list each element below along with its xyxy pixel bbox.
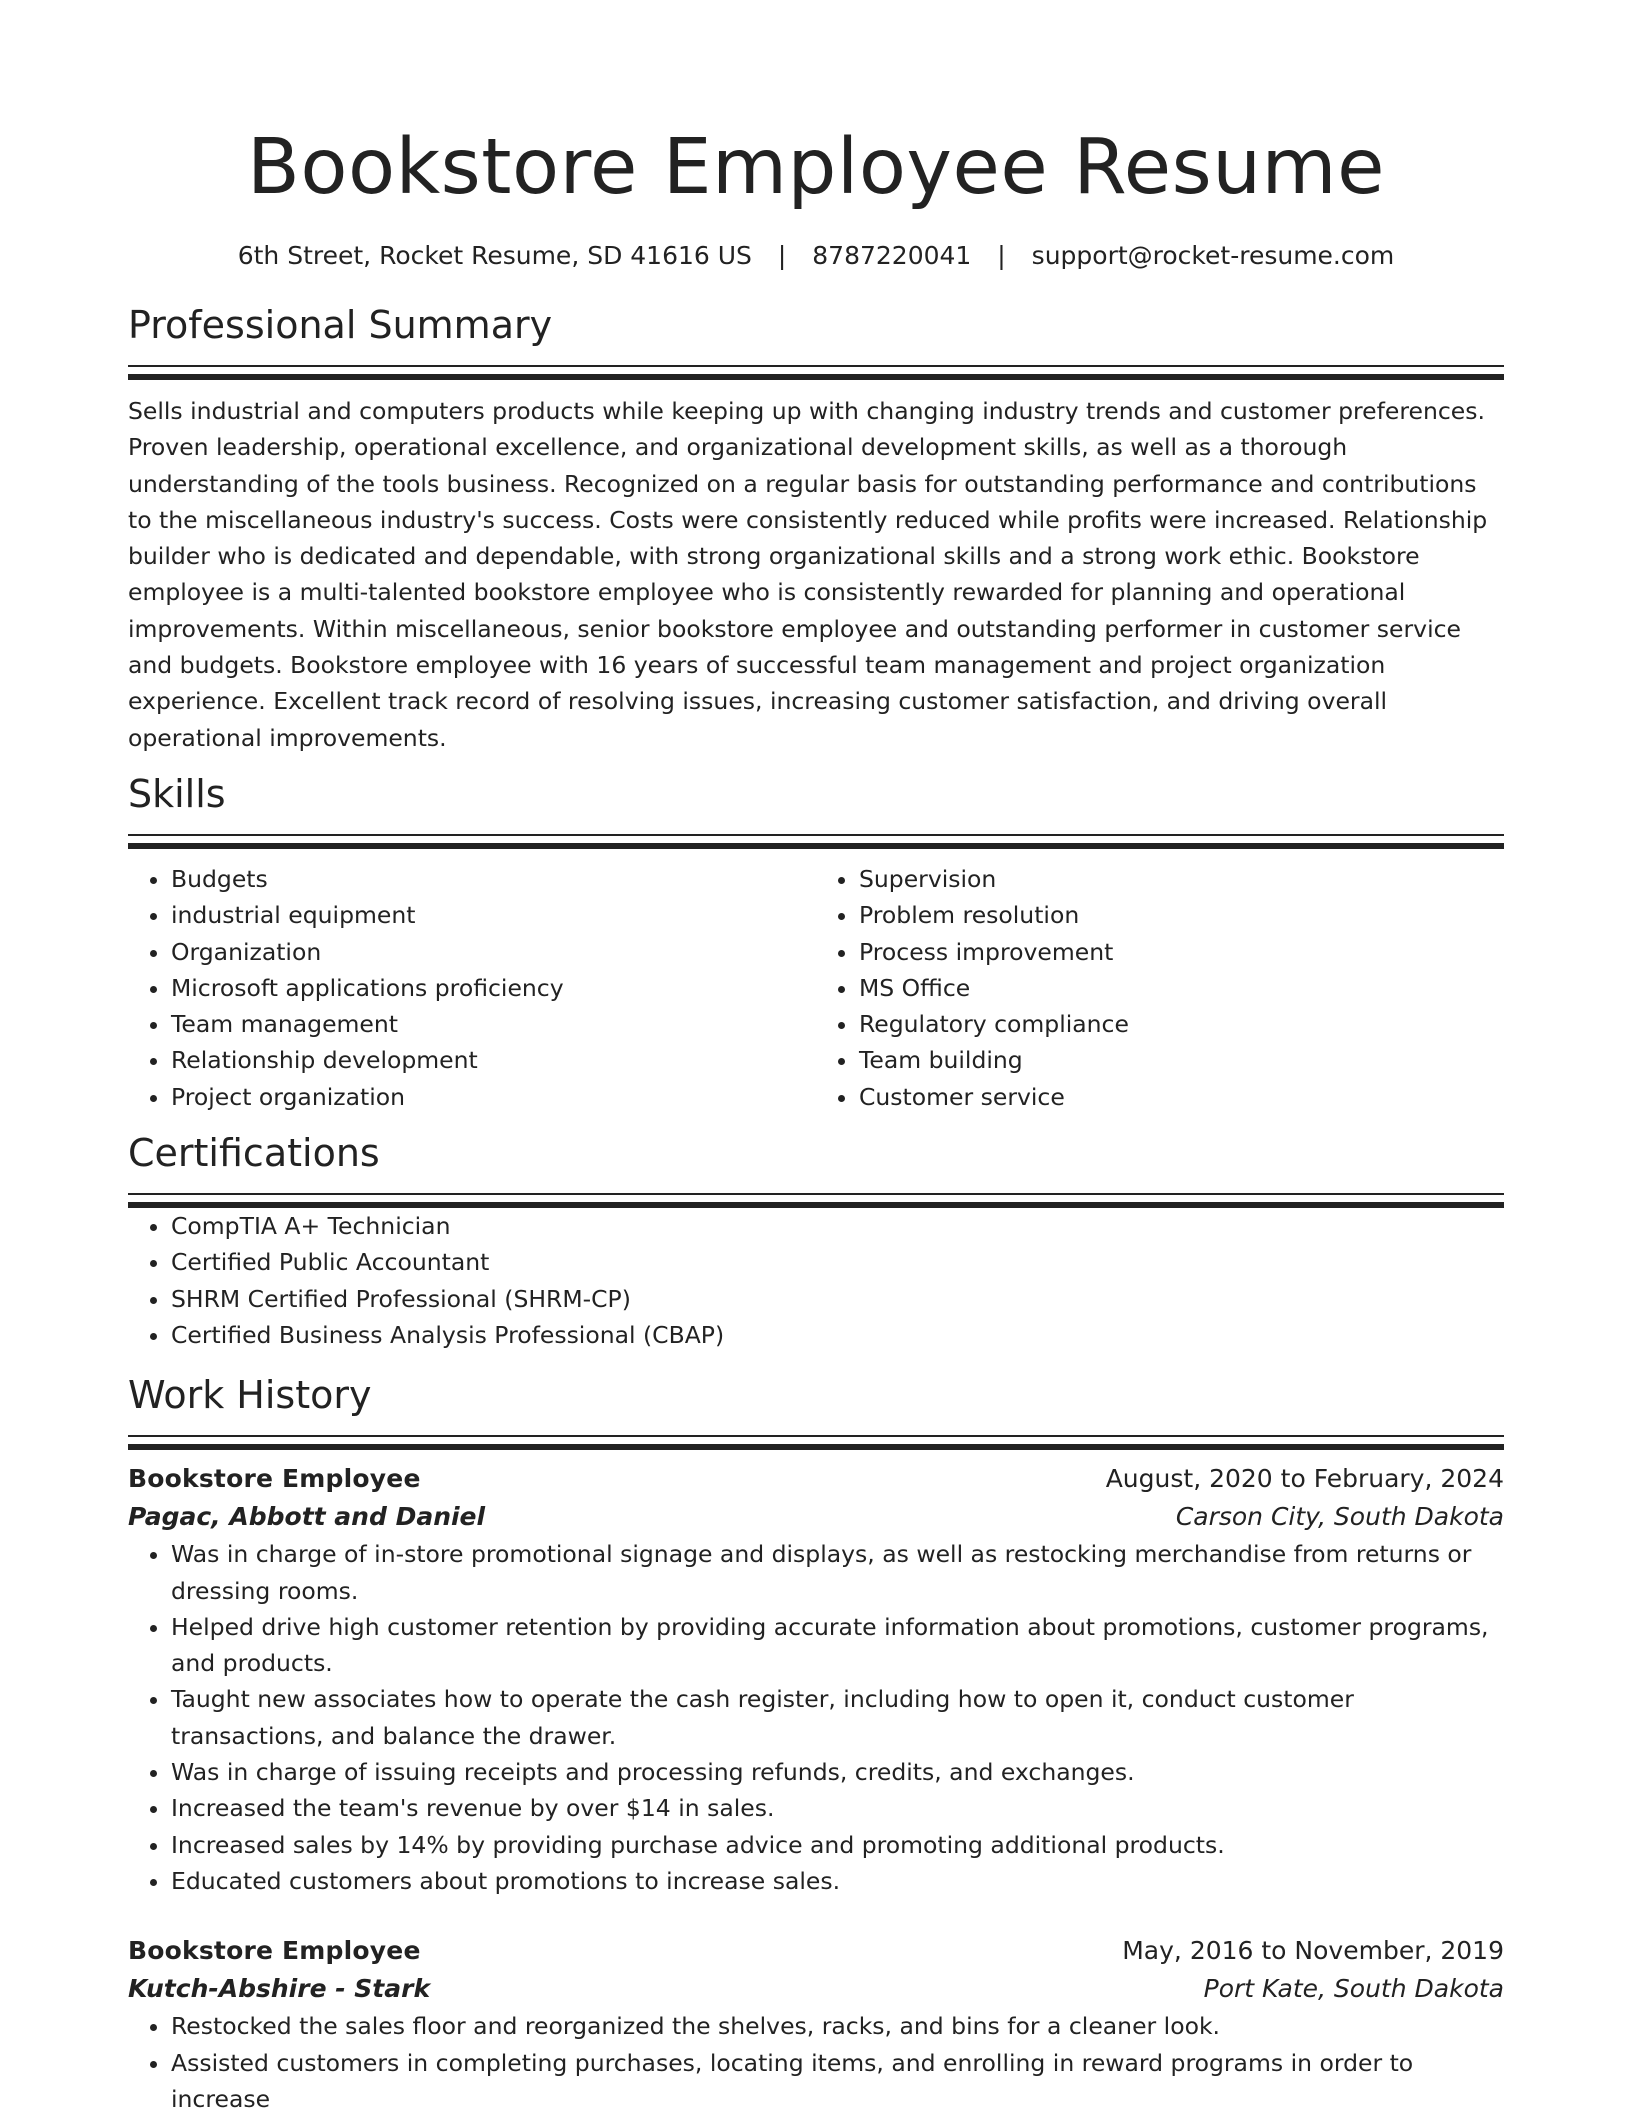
contact-email: support@rocket-resume.com (1032, 241, 1395, 270)
certification-item: • Certified Business Analysis Professional (CBAP) (171, 1317, 1504, 1353)
skill-item: • Budgets (171, 861, 816, 897)
skill-item: • Organization (171, 934, 816, 970)
skill-item: • Problem resolution (859, 897, 1504, 933)
job-company: Pagac, Abbott and Daniel (128, 1498, 485, 1536)
summary-text: Sells industrial and computers products while keeping up with changing industry trends and customer preferences. Proven leadership, operational excellence, and organizational development skills, as well as a thorough understanding of the tools business. Recognized on a regular basis for outstanding performance and contributions to the miscellaneous industry's success. Costs were consistently reduced while profits were increased. Relationship builder who is dedicated and dependable, with strong organizational skills and a strong work ethic. Bookstore employee is a multi-talented bookstore employee who is consistently rewarded for planning and operational improvements. Within miscellaneous, senior bookstore employee and outstanding performer in customer service and budgets. Bookstore employee with 16 years of successful team management and project organization experience. Excellent track record of resolving issues, increasing customer satisfaction, and driving overall operational improvements. (128, 393, 1504, 756)
summary-heading: Professional Summary (128, 301, 1504, 349)
skill-item: • industrial equipment (171, 897, 816, 933)
contact-separator: | (997, 241, 1005, 270)
certifications-section (128, 1129, 1504, 1353)
skill-item: • Regulatory compliance (859, 1006, 1504, 1042)
skill-item: • Supervision (859, 861, 1504, 897)
contact-line (128, 240, 1504, 272)
job-duty-item: • Assisted customers in completing purchases, locating items, and enrolling in reward programs in order to increase (171, 2045, 1504, 2117)
skill-item: • Customer service (859, 1079, 1504, 1115)
skill-item: • Process improvement (859, 934, 1504, 970)
job-duty-item: • Increased sales by 14% by providing purchase advice and promoting additional products. (171, 1827, 1504, 1863)
section-divider (128, 1193, 1504, 1208)
job-header-row (128, 1460, 1504, 1498)
section-divider (128, 365, 1504, 380)
job-title: Bookstore Employee (128, 1932, 421, 1970)
job-dates: May, 2016 to November, 2019 (1122, 1932, 1504, 1970)
job-duty-item: • Restocked the sales floor and reorganized the shelves, racks, and bins for a cleaner look. (171, 2008, 1504, 2044)
skill-item: • Team building (859, 1042, 1504, 1078)
job-location: Carson City, South Dakota (1176, 1498, 1504, 1536)
section-divider (128, 1435, 1504, 1450)
skill-item: • Microsoft applications proficiency (171, 970, 816, 1006)
skill-item: • Relationship development (171, 1042, 816, 1078)
contact-separator: | (778, 241, 786, 270)
job-dates: August, 2020 to February, 2024 (1106, 1460, 1504, 1498)
skill-item: • Team management (171, 1006, 816, 1042)
certifications-heading: Certifications (128, 1129, 1504, 1177)
job-duty-item: • Was in charge of in-store promotional signage and displays, as well as restocking merchandise from returns or dressing rooms. (171, 1536, 1504, 1609)
skills-list-right (816, 861, 1504, 1115)
job-title: Bookstore Employee (128, 1460, 421, 1498)
summary-section (128, 301, 1504, 756)
job-duty-item: • Was in charge of issuing receipts and processing refunds, credits, and exchanges. (171, 1754, 1504, 1790)
job-duties-list (128, 1536, 1504, 1899)
certifications-list (128, 1208, 1504, 1353)
skills-heading: Skills (128, 770, 1504, 818)
job-subheader-row (128, 1498, 1504, 1536)
job-entry (128, 1460, 1504, 1899)
job-duty-item: • Educated customers about promotions to increase sales. (171, 1863, 1504, 1899)
skills-section (128, 770, 1504, 1115)
certification-item: • SHRM Certified Professional (SHRM-CP) (171, 1281, 1504, 1317)
job-duty-item: • Increased the team's revenue by over $14 in sales. (171, 1790, 1504, 1826)
contact-phone: 8787220041 (812, 241, 971, 270)
work-history-section (128, 1371, 1504, 2117)
job-duty-item: • Taught new associates how to operate the cash register, including how to open it, conduct customer transactions, and balance the drawer. (171, 1681, 1504, 1754)
job-company: Kutch-Abshire - Stark (128, 1970, 430, 2008)
job-entry (128, 1932, 1504, 2117)
job-location: Port Kate, South Dakota (1204, 1970, 1504, 2008)
job-header-row (128, 1932, 1504, 1970)
skills-list-left (128, 861, 816, 1115)
section-divider (128, 834, 1504, 849)
job-duties-list (128, 2008, 1504, 2117)
resume-title: Bookstore Employee Resume (128, 118, 1504, 218)
job-duty-item: • Helped drive high customer retention by providing accurate information about promotions, customer programs, and products. (171, 1609, 1504, 1682)
job-subheader-row (128, 1970, 1504, 2008)
contact-address: 6th Street, Rocket Resume, SD 41616 US (238, 241, 752, 270)
skills-grid (128, 861, 1504, 1115)
certification-item: • Certified Public Accountant (171, 1244, 1504, 1280)
skill-item: • Project organization (171, 1079, 816, 1115)
certification-item: • CompTIA A+ Technician (171, 1208, 1504, 1244)
skill-item: • MS Office (859, 970, 1504, 1006)
work-history-heading: Work History (128, 1371, 1504, 1419)
